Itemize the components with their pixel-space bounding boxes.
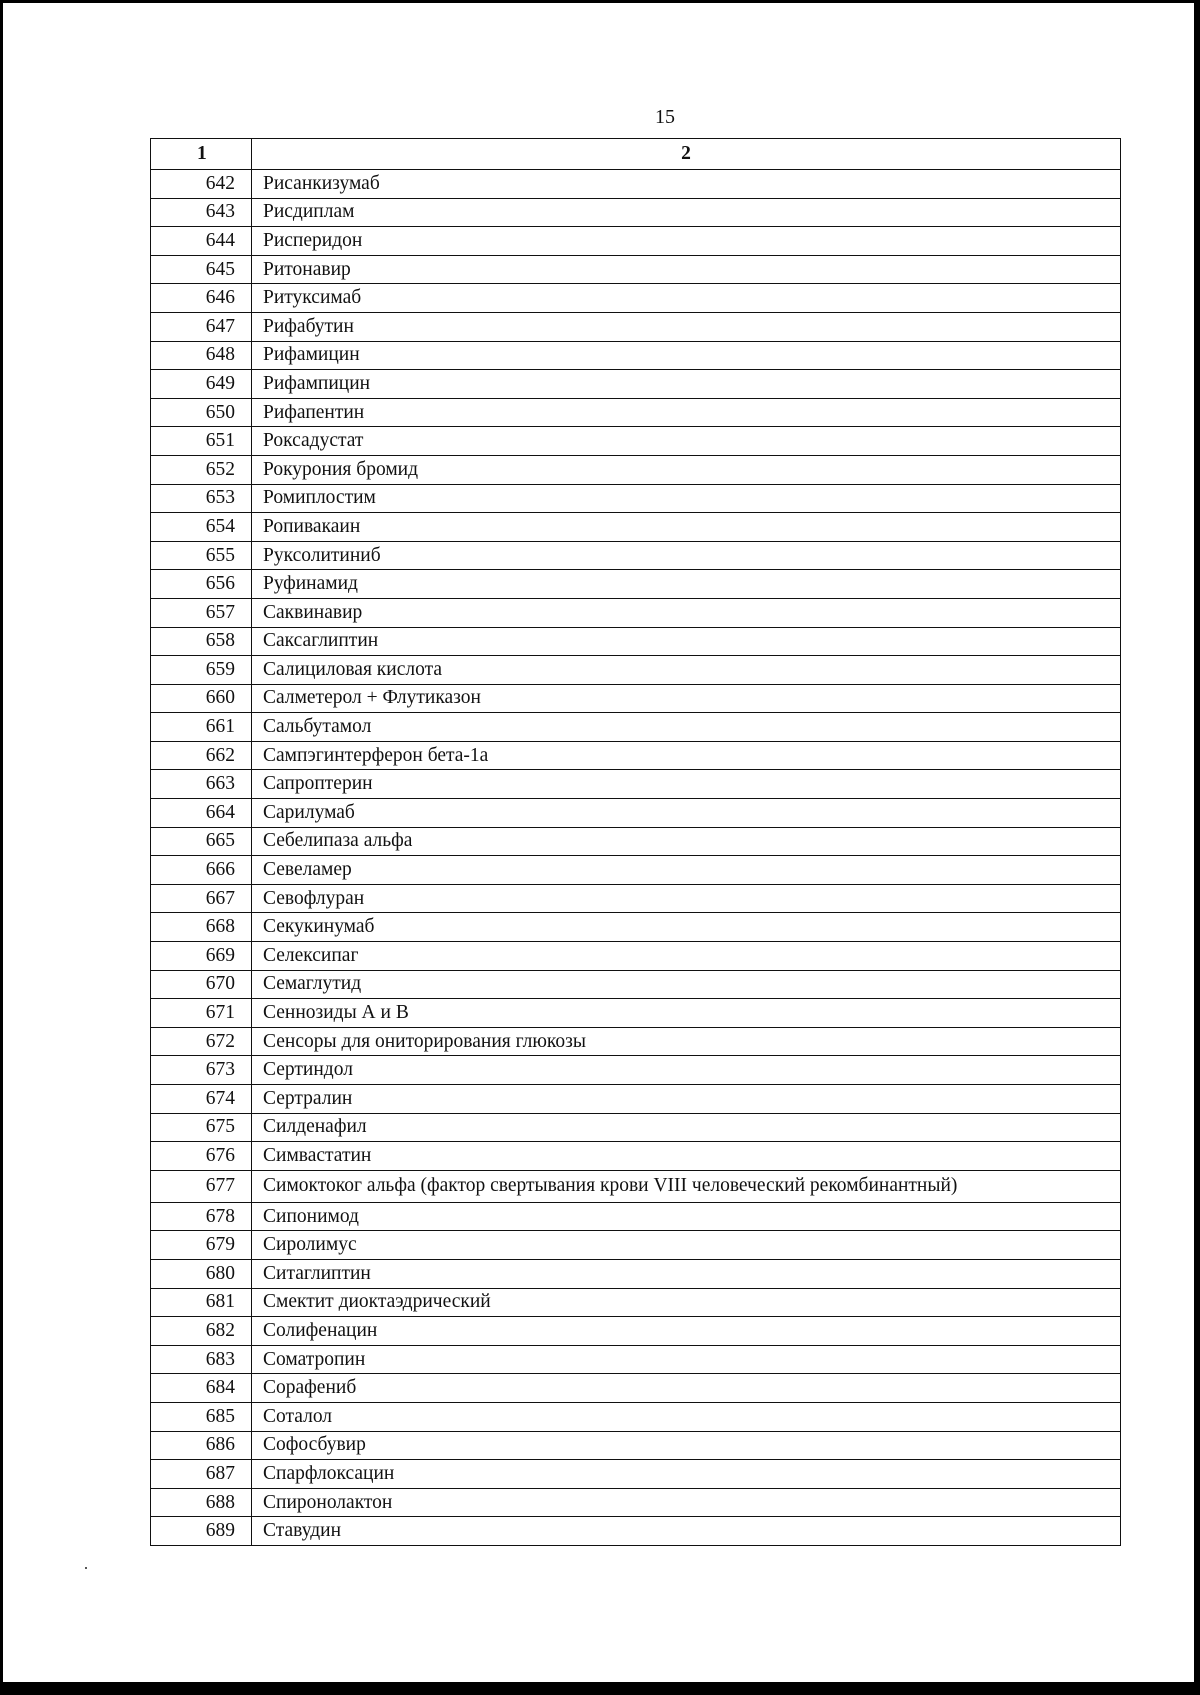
row-number: 671 <box>151 999 252 1028</box>
table-row <box>151 398 1121 427</box>
drug-name: Рисанкизумаб <box>252 170 1121 199</box>
drug-name: Рифампицин <box>252 370 1121 399</box>
table-row <box>151 1259 1121 1288</box>
row-number: 669 <box>151 942 252 971</box>
table-row <box>151 770 1121 799</box>
table-row <box>151 227 1121 256</box>
row-number: 648 <box>151 341 252 370</box>
table-row <box>151 1374 1121 1403</box>
row-number: 651 <box>151 427 252 456</box>
table-row <box>151 1431 1121 1460</box>
table-row <box>151 1231 1121 1260</box>
table-row <box>151 198 1121 227</box>
drug-name: Сальбутамол <box>252 713 1121 742</box>
table-row <box>151 598 1121 627</box>
table-row <box>151 856 1121 885</box>
drug-name: Сипонимод <box>252 1202 1121 1231</box>
table-row <box>151 913 1121 942</box>
drug-name: Селексипаг <box>252 942 1121 971</box>
table-row <box>151 1056 1121 1085</box>
table-row <box>151 684 1121 713</box>
row-number: 661 <box>151 713 252 742</box>
table-row <box>151 1517 1121 1546</box>
row-number: 653 <box>151 484 252 513</box>
row-number: 663 <box>151 770 252 799</box>
drug-name: Саквинавир <box>252 598 1121 627</box>
table-row <box>151 1085 1121 1114</box>
table-row <box>151 741 1121 770</box>
row-number: 643 <box>151 198 252 227</box>
row-number: 689 <box>151 1517 252 1546</box>
drug-name: Рисдиплам <box>252 198 1121 227</box>
table-row <box>151 884 1121 913</box>
row-number: 672 <box>151 1027 252 1056</box>
drug-name: Сорафениб <box>252 1374 1121 1403</box>
drug-name: Смектит диоктаэдрический <box>252 1288 1121 1317</box>
table-row <box>151 1027 1121 1056</box>
drug-name: Ромиплостим <box>252 484 1121 513</box>
row-number: 676 <box>151 1142 252 1171</box>
drug-name: Сампэгинтерферон бета-1а <box>252 741 1121 770</box>
row-number: 655 <box>151 541 252 570</box>
row-number: 660 <box>151 684 252 713</box>
row-number: 667 <box>151 884 252 913</box>
drug-name: Рокурония бромид <box>252 455 1121 484</box>
table-row <box>151 627 1121 656</box>
drug-name: Соматропин <box>252 1345 1121 1374</box>
page-number: 15 <box>655 106 675 128</box>
drug-name: Ропивакаин <box>252 513 1121 542</box>
drug-name: Сенсоры для ониторирования глюкозы <box>252 1027 1121 1056</box>
row-number: 649 <box>151 370 252 399</box>
row-number: 677 <box>151 1170 252 1202</box>
table-body <box>151 170 1121 1546</box>
row-number: 664 <box>151 799 252 828</box>
row-number: 665 <box>151 827 252 856</box>
drug-name: Спарфлоксацин <box>252 1460 1121 1489</box>
drug-name: Роксадустат <box>252 427 1121 456</box>
row-number: 668 <box>151 913 252 942</box>
table-row <box>151 513 1121 542</box>
row-number: 688 <box>151 1488 252 1517</box>
drug-name: Сапроптерин <box>252 770 1121 799</box>
row-number: 685 <box>151 1402 252 1431</box>
drug-name: Рифамицин <box>252 341 1121 370</box>
row-number: 654 <box>151 513 252 542</box>
row-number: 675 <box>151 1113 252 1142</box>
drug-name: Секукинумаб <box>252 913 1121 942</box>
drug-name: Руксолитиниб <box>252 541 1121 570</box>
table-row <box>151 455 1121 484</box>
table-row <box>151 1288 1121 1317</box>
drug-name: Ритонавир <box>252 255 1121 284</box>
drug-name: Сеннозиды А и В <box>252 999 1121 1028</box>
drug-name: Рисперидон <box>252 227 1121 256</box>
drug-name: Сертиндол <box>252 1056 1121 1085</box>
drug-name: Солифенацин <box>252 1317 1121 1346</box>
row-number: 686 <box>151 1431 252 1460</box>
row-number: 670 <box>151 970 252 999</box>
table-row <box>151 799 1121 828</box>
drug-name: Руфинамид <box>252 570 1121 599</box>
row-number: 687 <box>151 1460 252 1489</box>
drug-name: Симвастатин <box>252 1142 1121 1171</box>
drug-name: Рифапентин <box>252 398 1121 427</box>
table-row <box>151 370 1121 399</box>
table-row <box>151 1402 1121 1431</box>
table-row <box>151 1345 1121 1374</box>
drug-name: Сертралин <box>252 1085 1121 1114</box>
scan-border-right <box>1194 0 1200 1695</box>
row-number: 646 <box>151 284 252 313</box>
row-number: 659 <box>151 656 252 685</box>
drug-name: Ситаглиптин <box>252 1259 1121 1288</box>
drug-name: Сиролимус <box>252 1231 1121 1260</box>
drug-name: Ритуксимаб <box>252 284 1121 313</box>
table-row <box>151 1202 1121 1231</box>
table-row <box>151 970 1121 999</box>
row-number: 652 <box>151 455 252 484</box>
row-number: 642 <box>151 170 252 199</box>
table-row <box>151 170 1121 199</box>
row-number: 666 <box>151 856 252 885</box>
drug-name: Рифабутин <box>252 312 1121 341</box>
scan-speck <box>85 1567 87 1569</box>
row-number: 679 <box>151 1231 252 1260</box>
drug-name: Спиронолактон <box>252 1488 1121 1517</box>
row-number: 645 <box>151 255 252 284</box>
row-number: 657 <box>151 598 252 627</box>
table-row <box>151 284 1121 313</box>
drug-name: Ставудин <box>252 1517 1121 1546</box>
table-row <box>151 1113 1121 1142</box>
drug-name: Симоктоког альфа (фактор свертывания крови VIII человеческий рекомбинантный) <box>252 1170 1121 1202</box>
table-row <box>151 713 1121 742</box>
drug-name: Салметерол + Флутиказон <box>252 684 1121 713</box>
scan-border-bottom <box>0 1682 1200 1695</box>
table-row <box>151 570 1121 599</box>
drug-name: Салициловая кислота <box>252 656 1121 685</box>
row-number: 658 <box>151 627 252 656</box>
table-row <box>151 312 1121 341</box>
drug-name: Севеламер <box>252 856 1121 885</box>
table-row <box>151 1142 1121 1171</box>
drug-name: Семаглутид <box>252 970 1121 999</box>
table-row <box>151 1317 1121 1346</box>
row-number: 680 <box>151 1259 252 1288</box>
row-number: 678 <box>151 1202 252 1231</box>
drug-name: Саксаглиптин <box>252 627 1121 656</box>
table-row <box>151 484 1121 513</box>
drug-name: Себелипаза альфа <box>252 827 1121 856</box>
scan-border-left <box>0 0 3 1695</box>
table-row <box>151 999 1121 1028</box>
table-row <box>151 541 1121 570</box>
table-row <box>151 427 1121 456</box>
row-number: 682 <box>151 1317 252 1346</box>
row-number: 683 <box>151 1345 252 1374</box>
drug-name: Силденафил <box>252 1113 1121 1142</box>
table-row <box>151 1460 1121 1489</box>
row-number: 674 <box>151 1085 252 1114</box>
table-header-row <box>151 139 1121 170</box>
column-header-name: 2 <box>252 139 1121 170</box>
row-number: 650 <box>151 398 252 427</box>
row-number: 673 <box>151 1056 252 1085</box>
drug-name: Севофлуран <box>252 884 1121 913</box>
table-row <box>151 942 1121 971</box>
table-row <box>151 341 1121 370</box>
table-row <box>151 1170 1121 1202</box>
drug-name: Соталол <box>252 1402 1121 1431</box>
row-number: 681 <box>151 1288 252 1317</box>
row-number: 684 <box>151 1374 252 1403</box>
row-number: 647 <box>151 312 252 341</box>
table-row <box>151 656 1121 685</box>
column-header-number: 1 <box>151 139 252 170</box>
drug-name: Сарилумаб <box>252 799 1121 828</box>
drug-list-table <box>150 138 1121 1546</box>
table-row <box>151 1488 1121 1517</box>
row-number: 644 <box>151 227 252 256</box>
table-row <box>151 255 1121 284</box>
drug-name: Софосбувир <box>252 1431 1121 1460</box>
row-number: 662 <box>151 741 252 770</box>
row-number: 656 <box>151 570 252 599</box>
table-row <box>151 827 1121 856</box>
scan-border-top <box>0 0 1200 3</box>
